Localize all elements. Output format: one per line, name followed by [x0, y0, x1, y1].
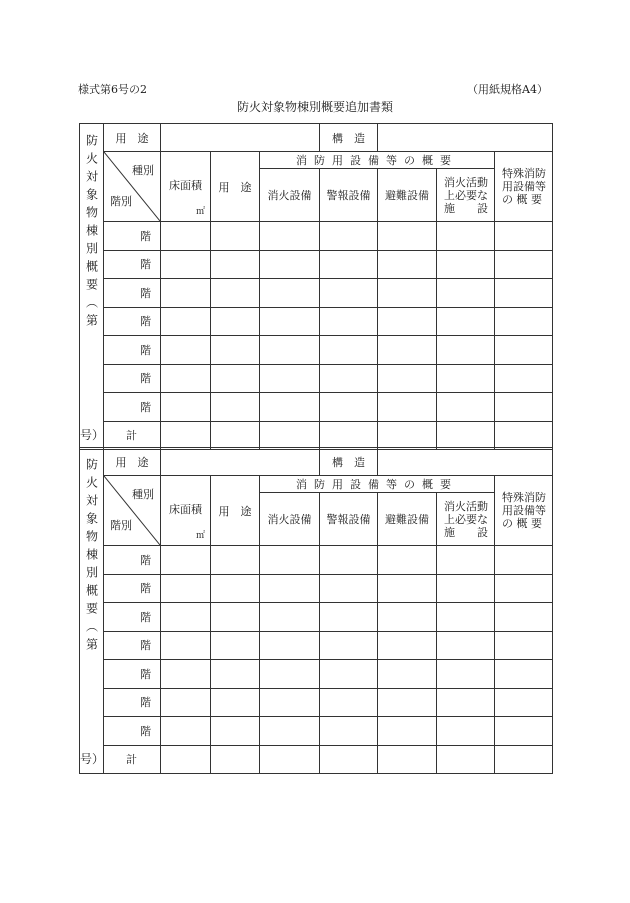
floor-area-header: [161, 152, 211, 222]
extinguishing-input[interactable]: [260, 250, 320, 279]
floor-area-input[interactable]: [161, 688, 211, 717]
floor-suffix-cell: 階: [104, 250, 161, 279]
alarm-input[interactable]: [320, 546, 378, 575]
fire-activity-line-1: 消火活動: [444, 499, 489, 513]
alarm-equipment-label: 警報設備: [326, 513, 371, 526]
fire-activity-line-3: 施 設: [444, 201, 489, 215]
evacuation-equipment-label: 避難設備: [385, 513, 430, 526]
total-area-input[interactable]: [161, 421, 211, 450]
total-fire-activity-input[interactable]: [437, 421, 495, 450]
total-special-equipment-input[interactable]: [495, 421, 553, 450]
extinguishing-input[interactable]: [260, 546, 320, 575]
extinguishing-equipment-header: [260, 493, 320, 546]
col-usage-label: 用 途: [218, 504, 252, 518]
floor-label: 階別: [110, 519, 132, 532]
evacuation-equipment-header: [378, 169, 437, 222]
alarm-input[interactable]: [320, 603, 378, 632]
floor-usage-input[interactable]: [211, 603, 260, 632]
col-usage-header: [211, 476, 260, 546]
total-alarm-input[interactable]: [320, 745, 378, 774]
extinguishing-input[interactable]: [260, 688, 320, 717]
structure-label: 構 造: [332, 455, 366, 469]
section-side-closer: 号）: [80, 428, 105, 442]
floor-area-input[interactable]: [161, 307, 211, 336]
floor-usage-input[interactable]: [211, 717, 260, 746]
evacuation-input[interactable]: [378, 660, 437, 689]
floor-suffix-cell: 階: [104, 574, 161, 603]
floor-usage-input[interactable]: [211, 222, 260, 251]
floor-usage-input[interactable]: [211, 660, 260, 689]
section-side-title: 防火対象物棟別概要（第: [84, 458, 99, 656]
fire-activity-line-2: 上必要な: [444, 188, 489, 202]
fire-activity-header: [437, 493, 495, 546]
alarm-equipment-header: [320, 493, 378, 546]
floor-area-input[interactable]: [161, 631, 211, 660]
form-number: 様式第6号の2: [78, 83, 147, 96]
fire-activity-input[interactable]: [437, 603, 495, 632]
structure-label-cell: [320, 124, 378, 152]
extinguishing-input[interactable]: [260, 307, 320, 336]
col-usage-header: [211, 152, 260, 222]
area-unit: ㎡: [195, 531, 205, 541]
floor-usage-input[interactable]: [211, 364, 260, 393]
total-extinguishing-input[interactable]: [260, 745, 320, 774]
special-equipment-input[interactable]: [495, 279, 553, 308]
alarm-input[interactable]: [320, 364, 378, 393]
floor-area-input[interactable]: [161, 336, 211, 365]
floor-suffix-cell: 階: [104, 660, 161, 689]
fire-activity-input[interactable]: [437, 631, 495, 660]
special-equipment-line-1: 特殊消防: [502, 491, 547, 504]
floor-usage-input[interactable]: [211, 336, 260, 365]
floor-suffix-cell: 階: [104, 546, 161, 575]
extinguishing-input[interactable]: [260, 717, 320, 746]
extinguishing-input[interactable]: [260, 279, 320, 308]
extinguishing-input[interactable]: [260, 574, 320, 603]
alarm-input[interactable]: [320, 717, 378, 746]
special-equipment-input[interactable]: [495, 574, 553, 603]
floor-usage-input[interactable]: [211, 307, 260, 336]
section-side-title: 防火対象物棟別概要（第: [84, 134, 99, 332]
usage-input-field[interactable]: [161, 124, 320, 152]
evacuation-input[interactable]: [378, 546, 437, 575]
evacuation-input[interactable]: [378, 364, 437, 393]
equipment-group-label: 消防用設備等の概要: [296, 154, 458, 167]
evacuation-input[interactable]: [378, 336, 437, 365]
floor-usage-input[interactable]: [211, 546, 260, 575]
alarm-input[interactable]: [320, 222, 378, 251]
extinguishing-equipment-label: 消火設備: [267, 189, 312, 202]
structure-label-cell: [320, 448, 378, 476]
evacuation-input[interactable]: [378, 222, 437, 251]
special-equipment-input[interactable]: [495, 717, 553, 746]
floor-suffix-cell: 階: [104, 222, 161, 251]
total-extinguishing-input[interactable]: [260, 421, 320, 450]
total-evacuation-input[interactable]: [378, 421, 437, 450]
fire-activity-header: [437, 169, 495, 222]
special-equipment-input[interactable]: [495, 222, 553, 251]
extinguishing-equipment-label: 消火設備: [267, 513, 312, 526]
floor-usage-input[interactable]: [211, 279, 260, 308]
total-usage-input[interactable]: [211, 421, 260, 450]
floor-usage-input[interactable]: [211, 631, 260, 660]
floor-suffix-cell: 階: [104, 393, 161, 422]
total-alarm-input[interactable]: [320, 421, 378, 450]
floor-suffix-cell: 階: [104, 631, 161, 660]
alarm-input[interactable]: [320, 307, 378, 336]
evacuation-input[interactable]: [378, 603, 437, 632]
fire-activity-input[interactable]: [437, 546, 495, 575]
special-equipment-header: [495, 152, 553, 222]
floor-usage-input[interactable]: [211, 393, 260, 422]
document-title: 防火対象物棟別概要追加書類: [236, 100, 393, 114]
floor-area-label: 床面積: [169, 178, 202, 192]
alarm-equipment-label: 警報設備: [326, 189, 371, 202]
special-equipment-line-2: 用設備等: [502, 180, 547, 193]
floor-area-input[interactable]: [161, 364, 211, 393]
paper-size-note: （用紙規格A4）: [467, 83, 548, 96]
evacuation-input[interactable]: [378, 279, 437, 308]
floor-usage-input[interactable]: [211, 574, 260, 603]
fire-activity-input[interactable]: [437, 250, 495, 279]
special-equipment-line-3: の 概 要: [502, 193, 543, 206]
kind-label: 種別: [132, 164, 154, 177]
evacuation-input[interactable]: [378, 393, 437, 422]
floor-area-label: 床面積: [169, 502, 202, 516]
evacuation-equipment-label: 避難設備: [385, 189, 430, 202]
floor-area-header: [161, 476, 211, 546]
evacuation-input[interactable]: [378, 307, 437, 336]
evacuation-input[interactable]: [378, 574, 437, 603]
usage-label-cell: [104, 124, 161, 152]
fire-activity-line-1: 消火活動: [444, 175, 489, 189]
building-section-2: [79, 447, 553, 774]
floor-area-input[interactable]: [161, 574, 211, 603]
special-equipment-input[interactable]: [495, 336, 553, 365]
kind-label: 種別: [132, 488, 154, 501]
kind-floor-header: [104, 476, 161, 546]
fire-activity-input[interactable]: [437, 688, 495, 717]
fire-activity-input[interactable]: [437, 279, 495, 308]
fire-activity-line-2: 上必要な: [444, 512, 489, 526]
special-equipment-input[interactable]: [495, 546, 553, 575]
fire-activity-input[interactable]: [437, 717, 495, 746]
special-equipment-input[interactable]: [495, 307, 553, 336]
fire-activity-input[interactable]: [437, 393, 495, 422]
floor-area-input[interactable]: [161, 717, 211, 746]
alarm-input[interactable]: [320, 250, 378, 279]
total-evacuation-input[interactable]: [378, 745, 437, 774]
evacuation-input[interactable]: [378, 688, 437, 717]
extinguishing-input[interactable]: [260, 336, 320, 365]
usage-label-cell: [104, 448, 161, 476]
fire-activity-input[interactable]: [437, 222, 495, 251]
floor-area-input[interactable]: [161, 279, 211, 308]
floor-label: 階別: [110, 195, 132, 208]
fire-activity-input[interactable]: [437, 336, 495, 365]
floor-area-input[interactable]: [161, 250, 211, 279]
floor-suffix-cell: 階: [104, 603, 161, 632]
kind-floor-header: [104, 152, 161, 222]
col-usage-label: 用 途: [218, 180, 252, 194]
floor-suffix-cell: 階: [104, 307, 161, 336]
alarm-equipment-header: [320, 169, 378, 222]
fire-activity-line-3: 施 設: [444, 525, 489, 539]
special-equipment-input[interactable]: [495, 603, 553, 632]
evacuation-input[interactable]: [378, 631, 437, 660]
total-special-equipment-input[interactable]: [495, 745, 553, 774]
special-equipment-header: [495, 476, 553, 546]
special-equipment-input[interactable]: [495, 364, 553, 393]
evacuation-equipment-header: [378, 493, 437, 546]
floor-area-input[interactable]: [161, 603, 211, 632]
alarm-input[interactable]: [320, 631, 378, 660]
alarm-input[interactable]: [320, 574, 378, 603]
floor-area-input[interactable]: [161, 660, 211, 689]
extinguishing-input[interactable]: [260, 631, 320, 660]
special-equipment-input[interactable]: [495, 660, 553, 689]
extinguishing-input[interactable]: [260, 660, 320, 689]
equipment-group-header: [260, 476, 495, 493]
special-equipment-input[interactable]: [495, 393, 553, 422]
alarm-input[interactable]: [320, 393, 378, 422]
evacuation-input[interactable]: [378, 250, 437, 279]
floor-area-input[interactable]: [161, 393, 211, 422]
usage-label: 用 途: [115, 131, 149, 145]
extinguishing-equipment-header: [260, 169, 320, 222]
equipment-group-label: 消防用設備等の概要: [296, 478, 458, 491]
alarm-input[interactable]: [320, 660, 378, 689]
special-equipment-line-2: 用設備等: [502, 504, 547, 517]
alarm-input[interactable]: [320, 279, 378, 308]
floor-usage-input[interactable]: [211, 688, 260, 717]
fire-activity-input[interactable]: [437, 660, 495, 689]
building-section-1: [79, 123, 553, 450]
special-equipment-line-1: 特殊消防: [502, 167, 547, 180]
floor-suffix-cell: 階: [104, 717, 161, 746]
floor-area-input[interactable]: [161, 222, 211, 251]
fire-activity-input[interactable]: [437, 574, 495, 603]
structure-input-field[interactable]: [378, 124, 553, 152]
extinguishing-input[interactable]: [260, 364, 320, 393]
floor-suffix-cell: 階: [104, 279, 161, 308]
evacuation-input[interactable]: [378, 717, 437, 746]
fire-activity-input[interactable]: [437, 364, 495, 393]
alarm-input[interactable]: [320, 336, 378, 365]
area-unit: ㎡: [195, 207, 205, 217]
floor-suffix-cell: 階: [104, 688, 161, 717]
structure-label: 構 造: [332, 131, 366, 145]
extinguishing-input[interactable]: [260, 393, 320, 422]
section-side-closer: 号）: [80, 752, 105, 766]
special-equipment-line-3: の 概 要: [502, 517, 543, 530]
side-title-cell: [80, 448, 104, 774]
side-title-cell: [80, 124, 104, 450]
special-equipment-input[interactable]: [495, 631, 553, 660]
floor-suffix-cell: 階: [104, 364, 161, 393]
total-label-cell: 計: [104, 421, 161, 450]
special-equipment-input[interactable]: [495, 250, 553, 279]
fire-activity-input[interactable]: [437, 307, 495, 336]
usage-label: 用 途: [115, 455, 149, 469]
total-label-cell: 計: [104, 745, 161, 774]
floor-usage-input[interactable]: [211, 250, 260, 279]
extinguishing-input[interactable]: [260, 603, 320, 632]
usage-input-field[interactable]: [161, 448, 320, 476]
total-area-input[interactable]: [161, 745, 211, 774]
total-fire-activity-input[interactable]: [437, 745, 495, 774]
alarm-input[interactable]: [320, 688, 378, 717]
structure-input-field[interactable]: [378, 448, 553, 476]
floor-suffix-cell: 階: [104, 336, 161, 365]
equipment-group-header: [260, 152, 495, 169]
extinguishing-input[interactable]: [260, 222, 320, 251]
special-equipment-input[interactable]: [495, 688, 553, 717]
total-usage-input[interactable]: [211, 745, 260, 774]
floor-area-input[interactable]: [161, 546, 211, 575]
